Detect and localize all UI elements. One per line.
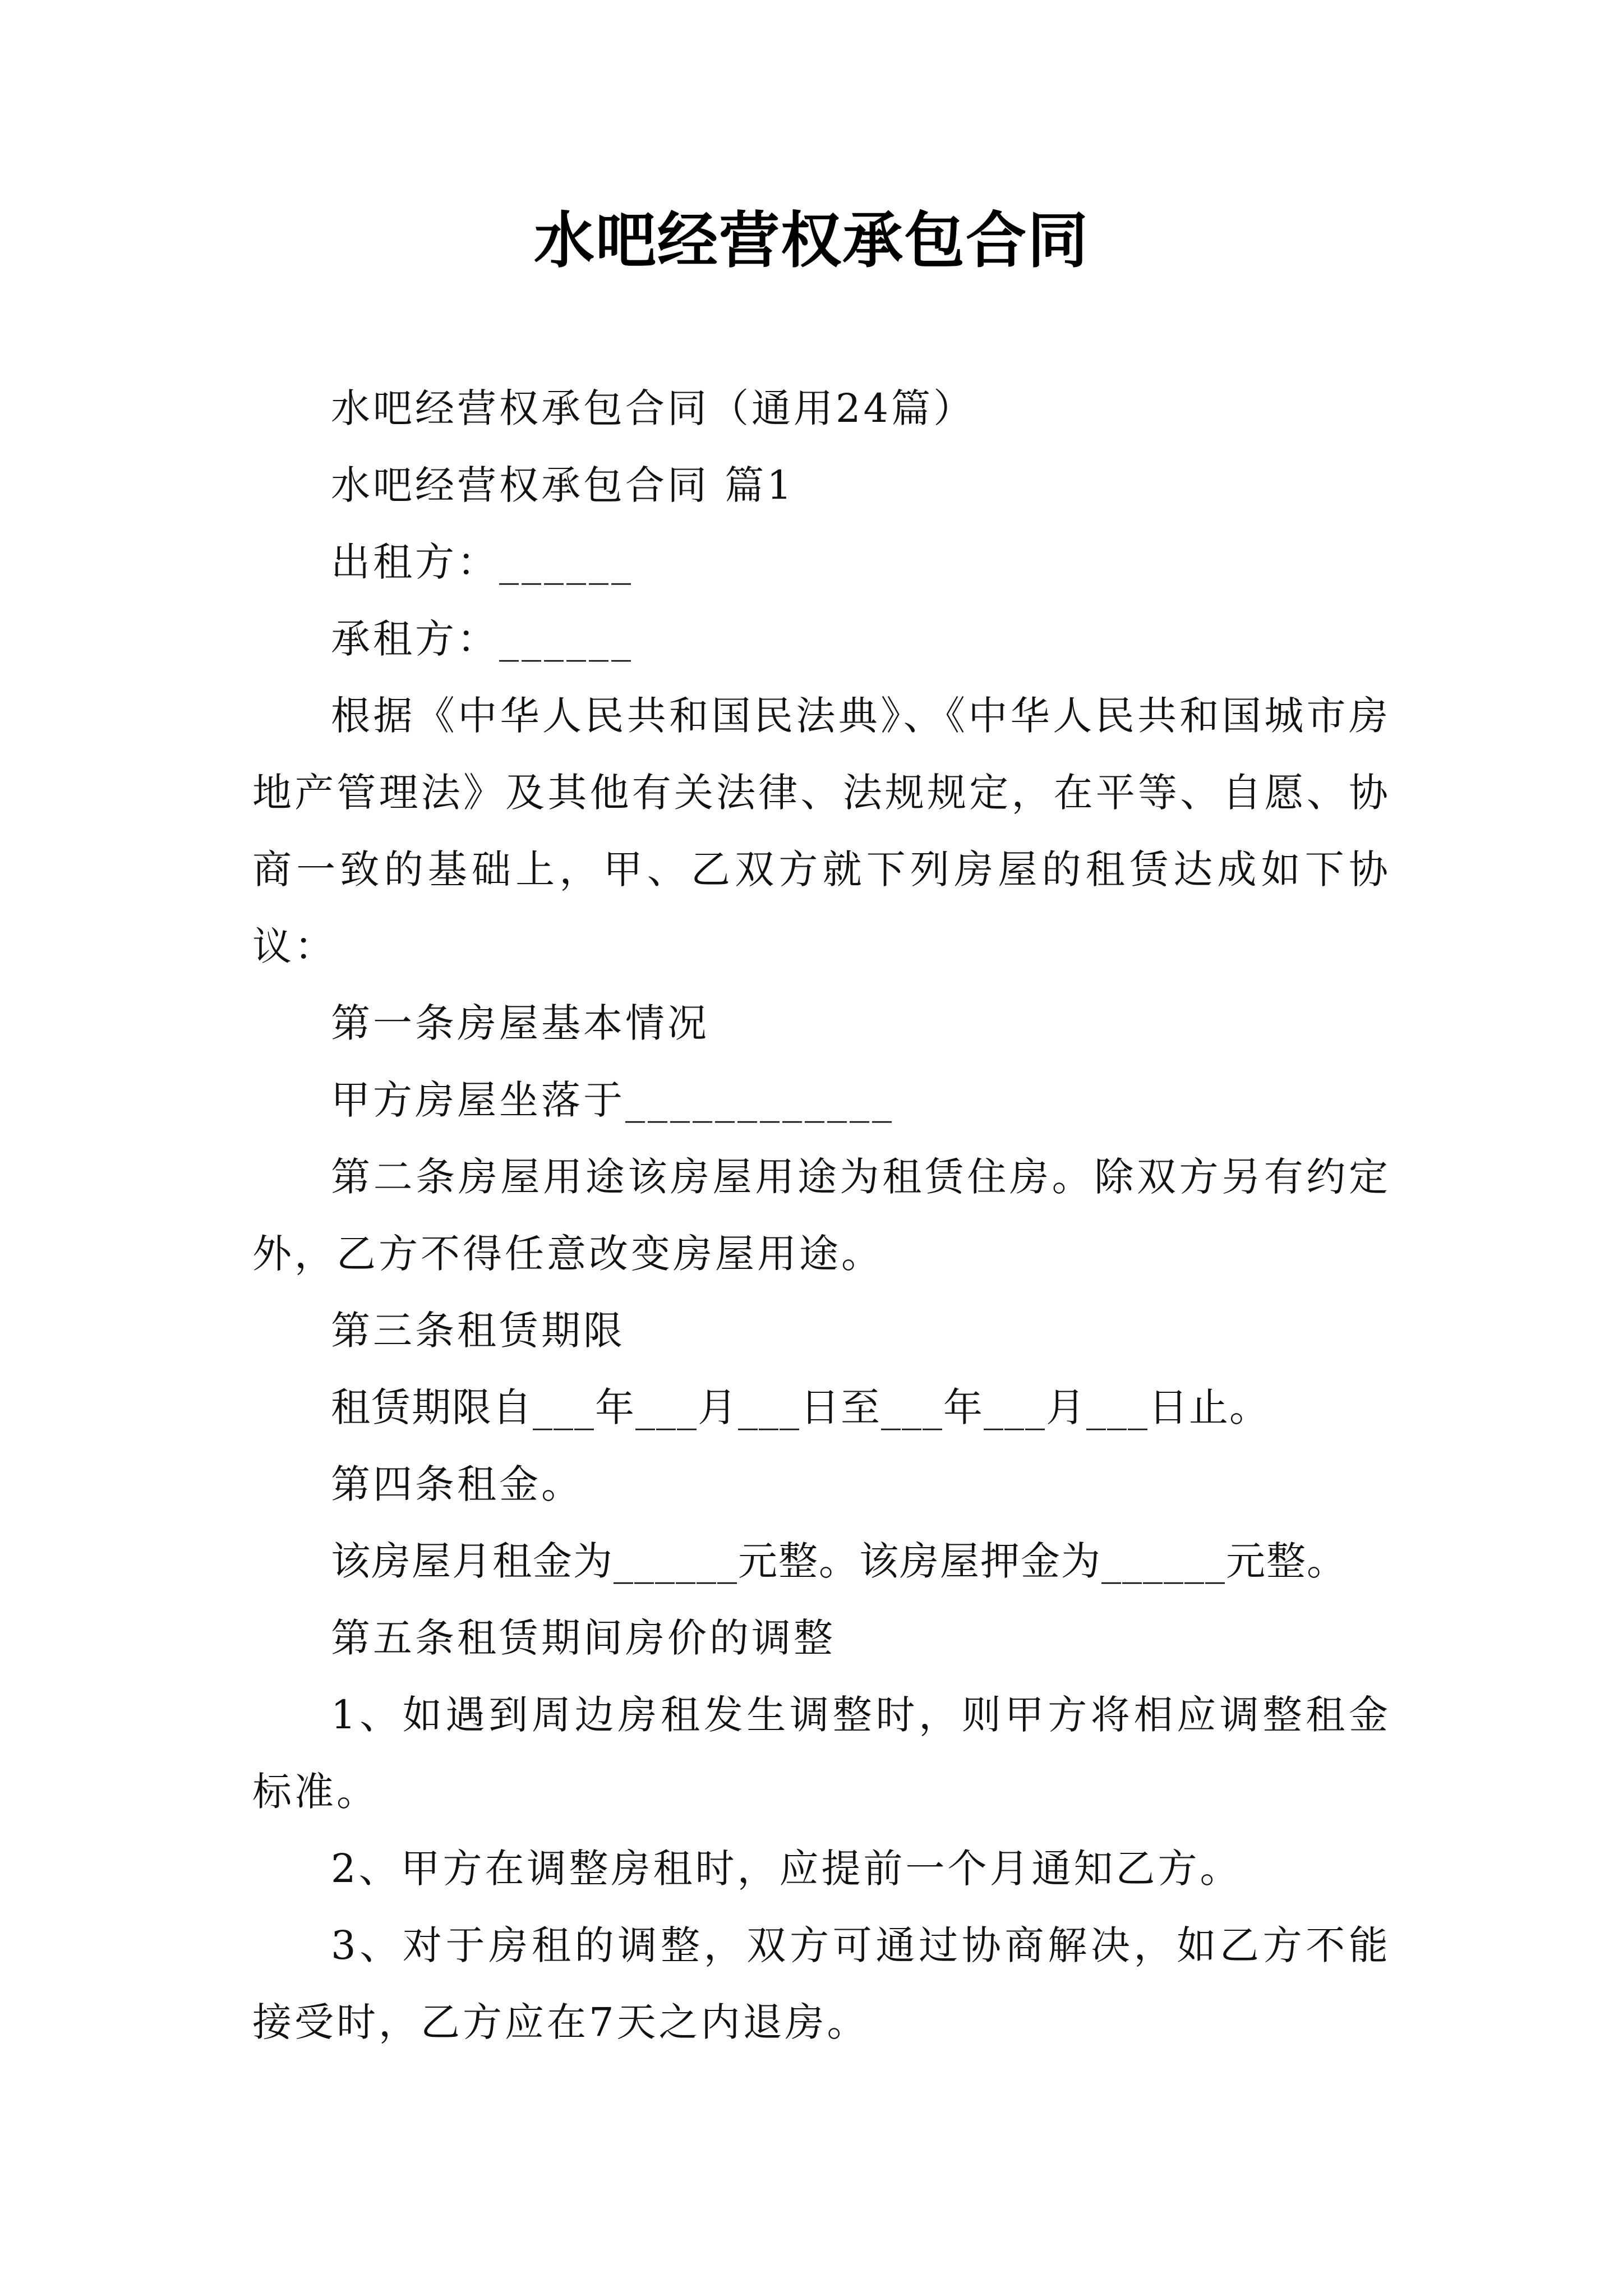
document-title: 水吧经营权承包合同: [533, 206, 1089, 276]
subtitle-paragraph: 水吧经营权承包合同（通用24篇）: [331, 385, 976, 431]
article-2-paragraph: 第二条房屋用途该房屋用途为租赁住房。除双方另有约定外，乙方不得任意改变房屋用途。: [252, 1154, 1391, 1277]
lessee-line: 承租方：______: [331, 616, 634, 662]
article-5-heading: 第五条租赁期间房价的调整: [331, 1615, 836, 1661]
clause-5-3: 3、对于房租的调整，双方可通过协商解决，如乙方不能接受时，乙方应在7天之内退房。: [252, 1922, 1391, 2045]
clause-5-2: 2、甲方在调整房租时，应提前一个月通知乙方。: [331, 1846, 1242, 1892]
rent-deposit-line: 该房屋月租金为______元整。该房屋押金为______元整。: [331, 1538, 1347, 1584]
preamble-paragraph: 根据《中华人民共和国民法典》、《中华人民共和国城市房地产管理法》及其他有关法律、法规规定，在平等、自愿、协商一致的基础上，甲、乙双方就下列房屋的租赁达成如下协议：: [252, 693, 1391, 969]
lease-term-line: 租赁期限自___年___月___日至___年___月___日止。: [331, 1384, 1270, 1430]
lessor-line: 出租方：______: [331, 539, 634, 585]
document-body: [252, 370, 1391, 2061]
property-location-line: 甲方房屋坐落于____________: [331, 1077, 895, 1123]
article-1-heading: 第一条房屋基本情况: [331, 1000, 709, 1046]
section-heading: 水吧经营权承包合同 篇1: [331, 462, 795, 508]
article-3-heading: 第三条租赁期限: [331, 1308, 625, 1354]
clause-5-1: 1、如遇到周边房租发生调整时，则甲方将相应调整租金标准。: [252, 1692, 1391, 1815]
article-4-heading: 第四条租金。: [331, 1461, 583, 1507]
